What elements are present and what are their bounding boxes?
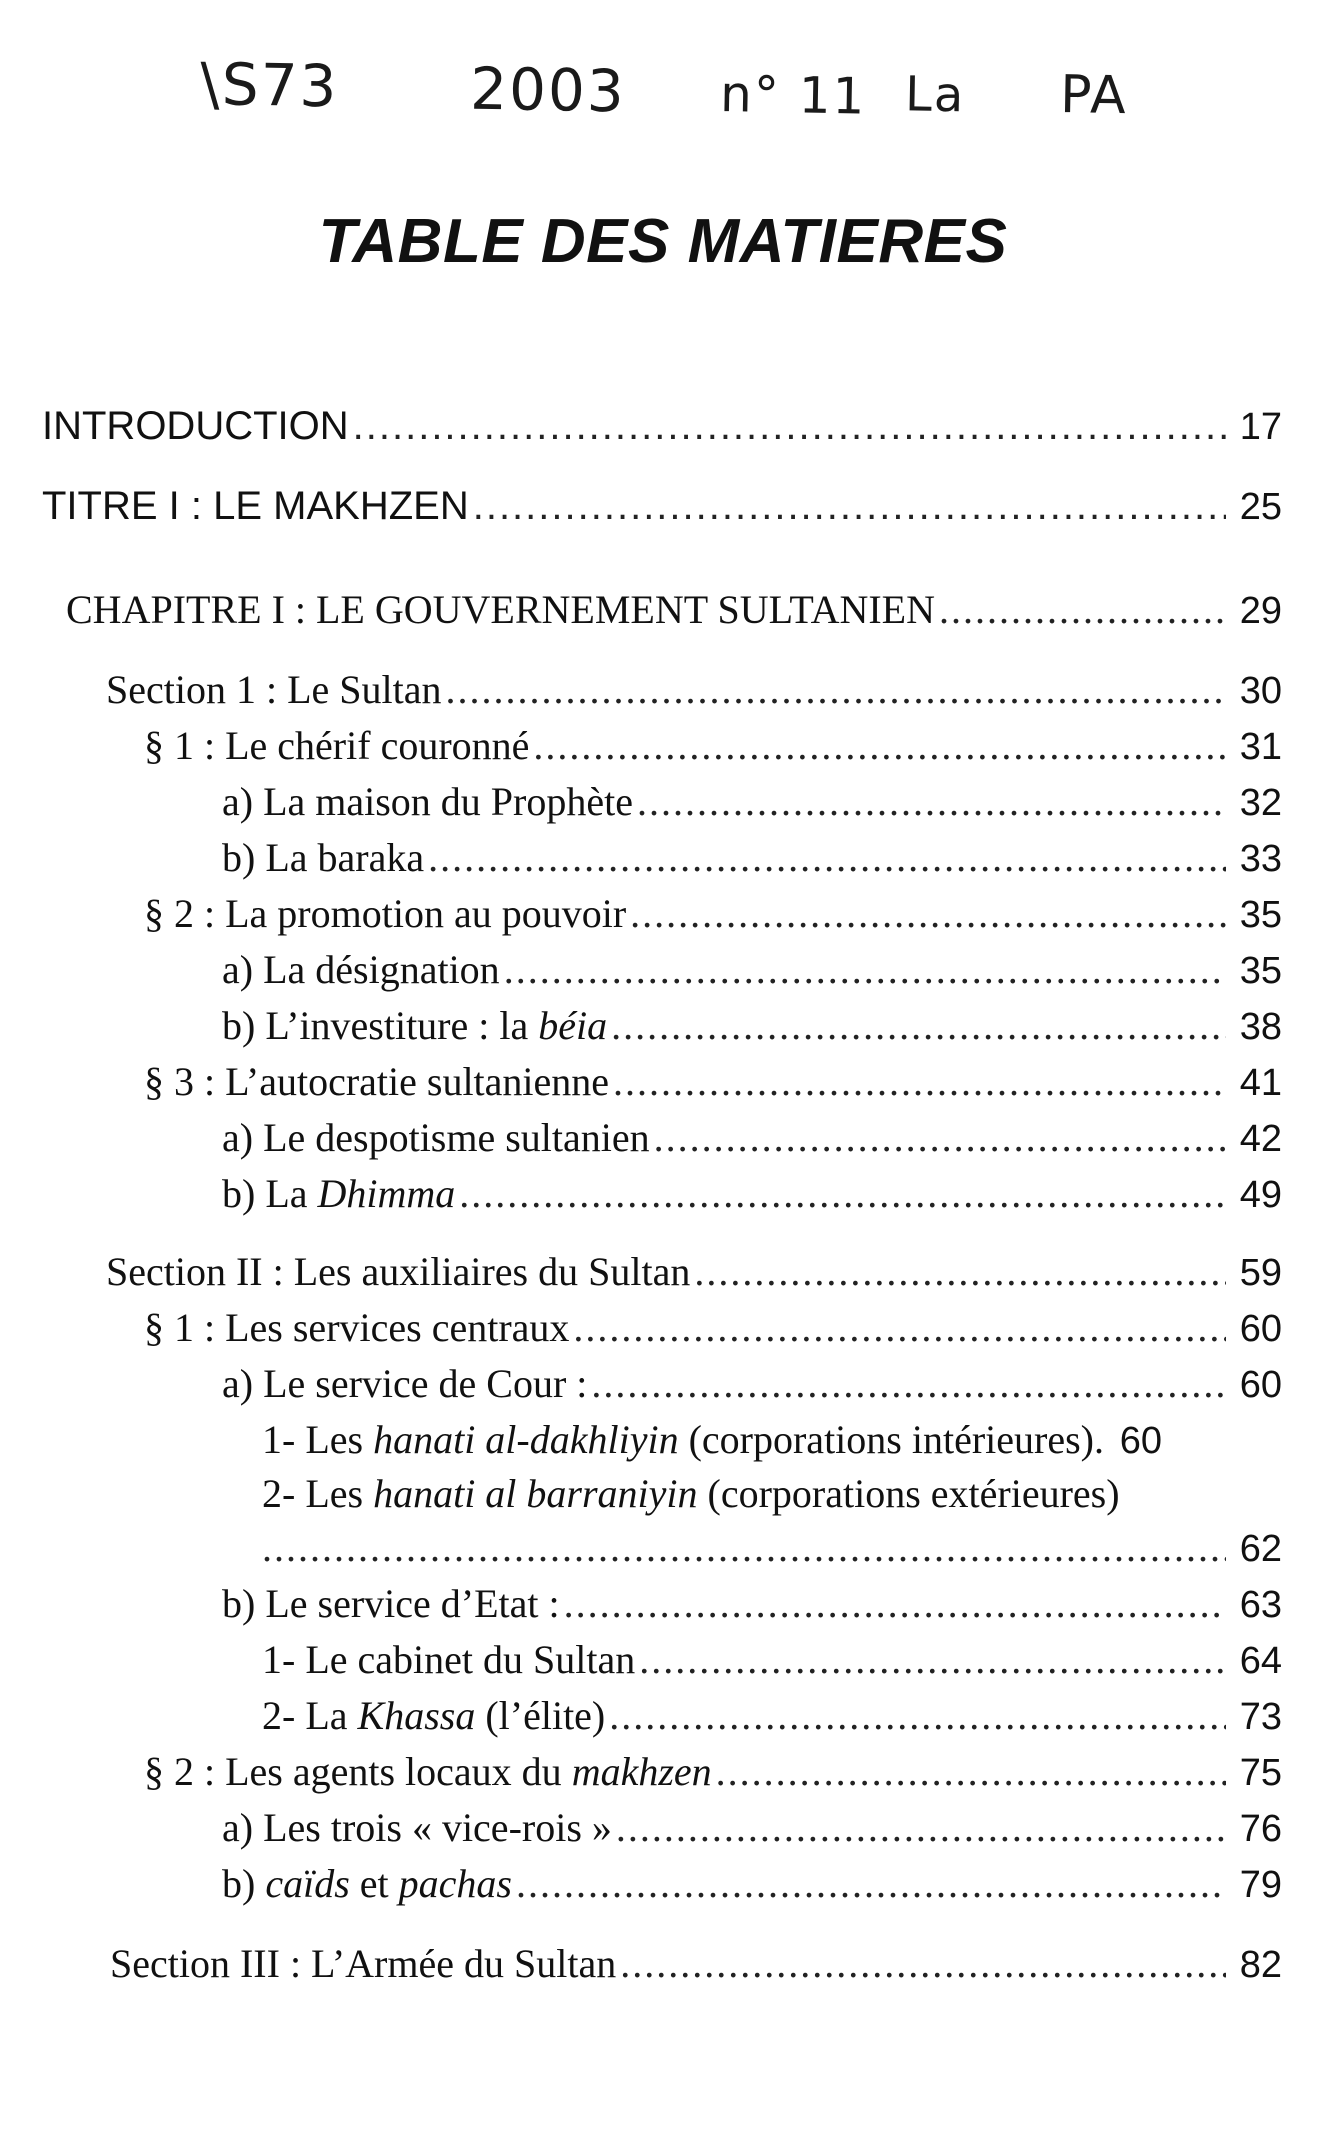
leader-dots — [609, 1692, 1226, 1740]
toc-page-number: 38 — [1239, 1006, 1282, 1048]
toc-page-number: 59 — [1239, 1252, 1282, 1294]
toc-entry — [110, 1940, 1282, 1989]
toc-entry-label: a) Le despotisme sultanien — [222, 1115, 650, 1160]
leader-dots — [533, 722, 1226, 770]
toc-entry — [106, 666, 1282, 715]
toc-page-number: 29 — [1239, 590, 1282, 632]
toc-entry-label: b) Le service d’Etat : — [222, 1581, 560, 1626]
leader-dots — [630, 890, 1226, 938]
toc-entry — [144, 722, 1282, 771]
toc-entry — [222, 1114, 1282, 1163]
toc-entry — [222, 1360, 1282, 1409]
toc-page-number: 17 — [1239, 406, 1282, 448]
leader-dots — [613, 1058, 1226, 1106]
toc-page-number: 64 — [1239, 1640, 1282, 1682]
toc-entry — [106, 1248, 1282, 1297]
toc-entry-label: Section 1 : Le Sultan — [106, 667, 442, 712]
toc-entry — [222, 778, 1282, 827]
toc-entry-label: 1- Le cabinet du Sultan — [262, 1637, 636, 1682]
handwritten-note: PA — [1059, 64, 1129, 127]
toc-entry-label: b) La Dhimma — [222, 1171, 456, 1216]
handwritten-note: 2003 — [469, 54, 627, 126]
leader-dots — [939, 586, 1226, 634]
toc-entry — [222, 1580, 1282, 1629]
leader-dots — [616, 1804, 1226, 1852]
toc-entry — [222, 834, 1282, 883]
toc-entry — [144, 1058, 1282, 1107]
toc-entry-label: § 1 : Le chérif couronné — [144, 723, 530, 768]
toc-entry-label: CHAPITRE I : LE GOUVERNEMENT SULTANIEN — [66, 587, 935, 632]
leader-dots — [504, 946, 1226, 994]
leader-dots — [611, 1002, 1226, 1050]
toc-entry — [144, 1304, 1282, 1353]
toc-page-number: 32 — [1239, 782, 1282, 824]
toc-entry-label: § 3 : L’autocratie sultanienne — [144, 1059, 610, 1104]
toc-page-number: 33 — [1239, 838, 1282, 880]
leader-dots — [620, 1940, 1226, 1988]
toc-page-number: 75 — [1239, 1752, 1282, 1794]
toc-entry-label: a) La maison du Prophète — [222, 779, 633, 824]
toc-page-number: 35 — [1239, 950, 1282, 992]
toc-page-number: 42 — [1239, 1118, 1282, 1160]
toc-page-number: 60 — [1239, 1364, 1282, 1406]
toc-page-number: 63 — [1239, 1584, 1282, 1626]
leader-dots — [591, 1360, 1226, 1408]
toc-entry — [66, 586, 1282, 635]
toc-entry — [222, 1804, 1282, 1853]
toc-page-number: 60 — [1239, 1308, 1282, 1350]
toc-entry — [144, 1748, 1282, 1797]
leader-dots — [446, 666, 1226, 714]
toc-entry — [262, 1692, 1282, 1741]
toc-page-number: 73 — [1239, 1696, 1282, 1738]
toc-entry-label: a) Les trois « vice-rois » — [222, 1805, 612, 1850]
leader-dots — [694, 1248, 1226, 1296]
toc-entry — [262, 1524, 1282, 1573]
toc-entry-label: 2- Les hanati al barraniyin (corporations extérieures) — [262, 1471, 1120, 1516]
toc-page-number: 25 — [1239, 486, 1282, 528]
toc-entry — [262, 1416, 1282, 1465]
toc-entry-label: b) caïds et pachas — [222, 1861, 512, 1906]
toc-entry — [262, 1470, 1120, 1518]
toc-entry-label: 2- La Khassa (l’élite) — [262, 1693, 606, 1738]
toc-entry — [222, 1860, 1282, 1909]
toc-entry — [42, 402, 1282, 451]
toc-entry — [262, 1636, 1282, 1685]
leader-dots — [564, 1580, 1226, 1628]
toc-entry-label: b) La baraka — [222, 835, 425, 880]
leader-dots — [428, 834, 1226, 882]
toc-entry-label: § 2 : Les agents locaux du makhzen — [144, 1749, 712, 1794]
toc-entry-label: a) Le service de Cour : — [222, 1361, 588, 1406]
leader-dots — [262, 1524, 1226, 1572]
toc-entry-label: TITRE I : LE MAKHZEN — [42, 484, 469, 528]
leader-dots — [637, 778, 1226, 826]
toc-page-number: 79 — [1239, 1864, 1282, 1906]
toc-entry-label: Section III : L’Armée du Sultan — [110, 1941, 617, 1986]
toc-entry-label: 1- Les hanati al-dakhliyin (corporations intérieures). — [262, 1417, 1104, 1462]
toc-page-number: 49 — [1239, 1174, 1282, 1216]
toc-entry-label: § 2 : La promotion au pouvoir — [144, 891, 627, 936]
toc-entry-label: a) La désignation — [222, 947, 500, 992]
toc-page-number: 31 — [1239, 726, 1282, 768]
toc-page-number: 30 — [1239, 670, 1282, 712]
toc-entry-label: b) L’investiture : la béia — [222, 1003, 608, 1048]
toc-entry-label: § 1 : Les services centraux — [144, 1305, 570, 1350]
handwritten-note: La — [904, 66, 966, 124]
handwritten-note: \S73 — [199, 49, 340, 121]
leader-dots — [516, 1860, 1226, 1908]
toc-entry — [42, 482, 1282, 531]
toc-page-number: 35 — [1239, 894, 1282, 936]
leader-dots — [639, 1636, 1226, 1684]
toc-page-number: 62 — [1239, 1528, 1282, 1570]
toc-page-number: 41 — [1239, 1062, 1282, 1104]
toc-entry — [144, 890, 1282, 939]
leader-dots — [473, 482, 1226, 530]
leader-dots — [654, 1114, 1226, 1162]
leader-dots — [353, 402, 1226, 450]
toc-entry-label: Section II : Les auxiliaires du Sultan — [106, 1249, 691, 1294]
toc-entry-label: INTRODUCTION — [42, 404, 349, 448]
leader-dots — [716, 1748, 1226, 1796]
toc-page-number: 76 — [1239, 1808, 1282, 1850]
handwritten-note: n° 11 — [719, 65, 867, 126]
toc-entry — [222, 946, 1282, 995]
page-title: TABLE DES MATIERES — [318, 207, 1008, 276]
leader-dots — [573, 1304, 1226, 1352]
leader-dots — [459, 1170, 1226, 1218]
toc-page-number: 82 — [1239, 1944, 1282, 1986]
toc-page-number: 60 — [1119, 1420, 1162, 1462]
toc-entry — [222, 1002, 1282, 1051]
toc-entry — [222, 1170, 1282, 1219]
